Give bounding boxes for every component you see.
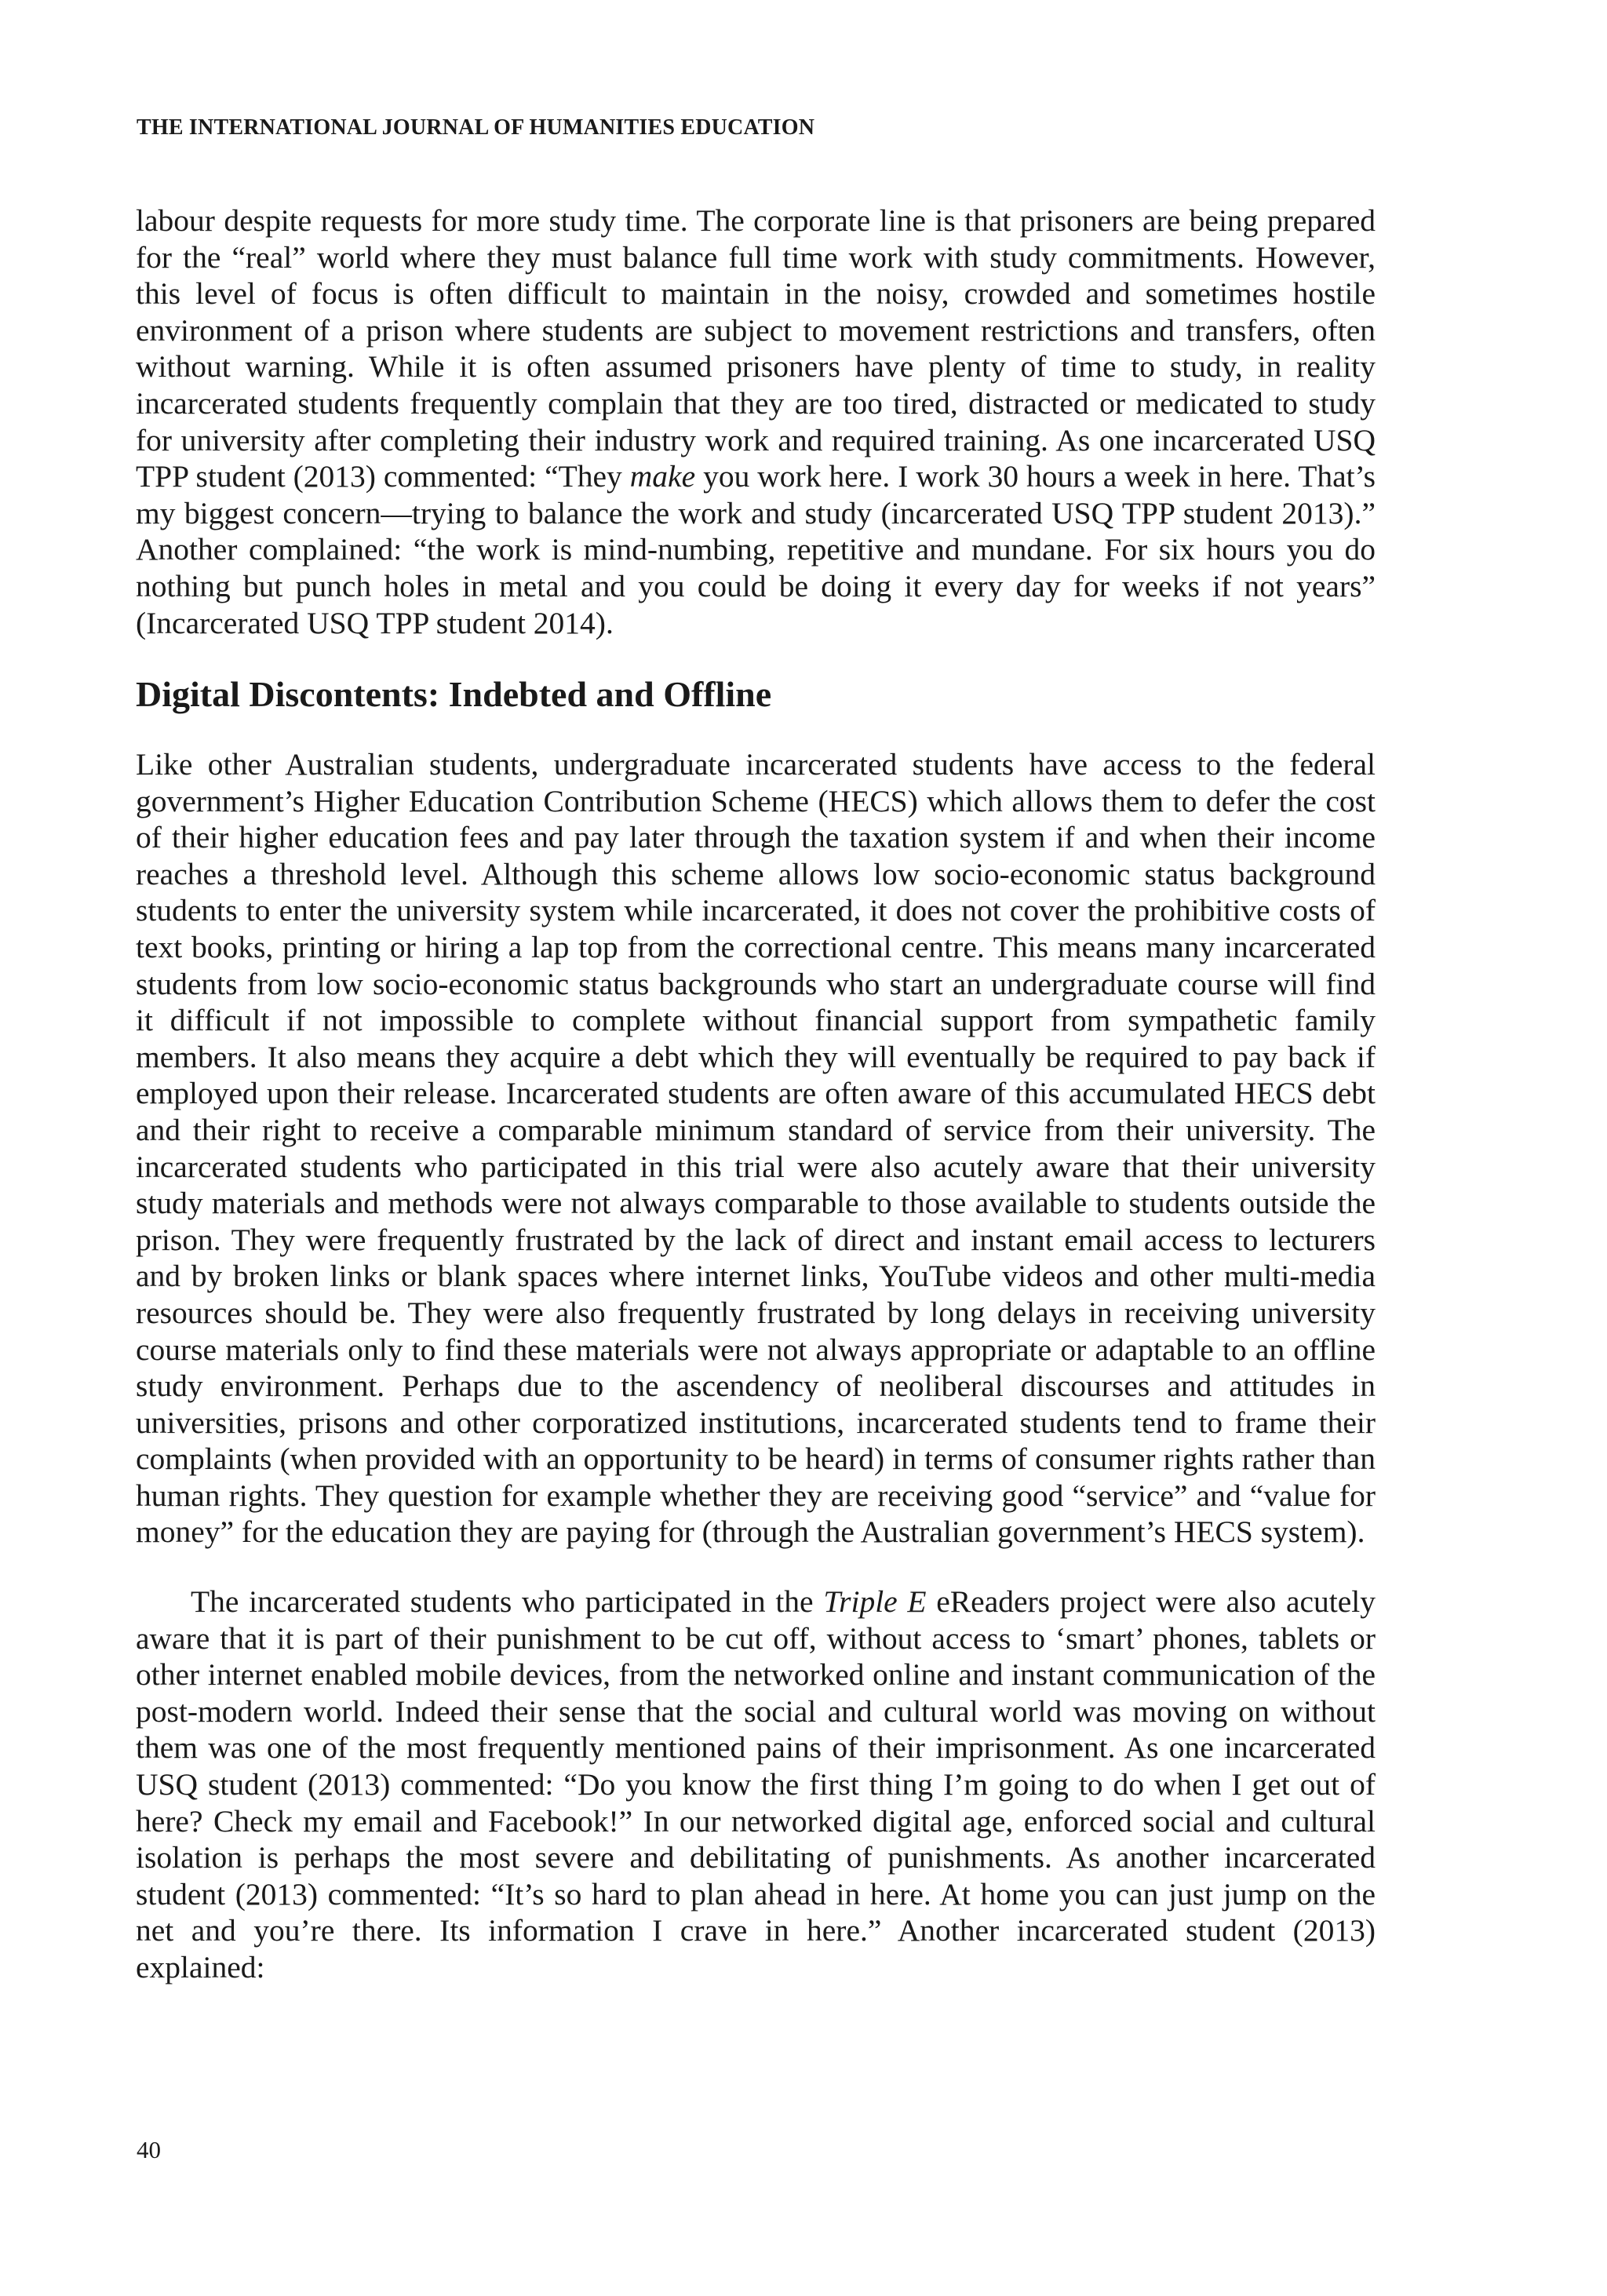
paragraph-3-text-b: eReaders project were also acutely aware that it is part of their punishment to be cut off, without access to ‘smart’ phones, tablets or other internet enabled mobile devices, from the networked online and instant communication of the post-modern world. Indeed their sense that the social and cultural world was moving on without them was one of the most frequently mentioned pains of their imprisonment. As one incarcerated USQ student (2013) commented: “Do you know the first thing I’m going to do when I get out of here? Check my email and Facebook!” In our networked digital age, enforced social and cultural isolation is perhaps the most severe and debilitating of punishments. As another incarcerated student (2013) commented: “It’s so hard to plan ahead in here. At home you can just jump on the net and you’re there. Its information I crave in here.” Another incarcerated student (2013) explained: <box>136 1584 1376 1984</box>
paragraph-1-emphasis: make <box>629 459 696 494</box>
paragraph-1-text-b: you work here. I work 30 hours a week in here. That’s my biggest concern—trying to balance the work and study (incarcerated USQ TPP student 2013).” Another complained: “the work is mind-numbing, repetitive and mundane. For six hours you do nothing but punch holes in metal and you could be doing it every day for weeks if not years” (Incarcerated USQ TPP student 2014). <box>136 459 1376 640</box>
body-paragraph-1 <box>136 202 1376 641</box>
paragraph-3-emphasis: Triple E <box>823 1584 927 1619</box>
body-paragraph-3 <box>136 1584 1376 1986</box>
paragraph-1-text-a: labour despite requests for more study time. The corporate line is that prisoners are being prepared for the “real” world where they must balance full time work with study commitments. However, this level of focus is often difficult to maintain in the noisy, crowded and sometimes hostile environment of a prison where students are subject to movement restrictions and transfers, often without warning. While it is often assumed prisoners have plenty of time to study, in reality incarcerated students frequently complain that they are too tired, distracted or medicated to study for university after completing their industry work and required training. As one incarcerated USQ TPP student (2013) commented: “They <box>136 203 1376 494</box>
section-heading: Digital Discontents: Indebted and Offline <box>136 674 772 714</box>
paragraph-3-text-a: The incarcerated students who participated in the <box>191 1584 824 1619</box>
page-number: 40 <box>137 2136 161 2163</box>
running-header: THE INTERNATIONAL JOURNAL OF HUMANITIES EDUCATION <box>137 115 815 140</box>
body-paragraph-2: Like other Australian students, undergraduate incarcerated students have access to the federal government’s Higher Education Contribution Scheme (HECS) which allows them to defer the cost of their higher education fees and pay later through the taxation system if and when their income reaches a threshold level. Although this scheme allows low socio-economic status background students to enter the university system while incarcerated, it does not cover the prohibitive costs of text books, printing or hiring a lap top from the correctional centre. This means many incarcerated students from low socio-economic status backgrounds who start an undergraduate course will find it difficult if not impossible to complete without financial support from sympathetic family members. It also means they acquire a debt which they will eventually be required to pay back if employed upon their release. Incarcerated students are often aware of this accumulated HECS debt and their right to receive a comparable minimum standard of service from their university. The incarcerated students who participated in this trial were also acutely aware that their university study materials and methods were not always comparable to those available to students outside the prison. They were frequently frustrated by the lack of direct and instant email access to lecturers and by broken links or blank spaces where internet links, YouTube videos and other multi-media resources should be. They were also frequently frustrated by long delays in receiving university course materials only to find these materials were not always appropriate or adaptable to an offline study environment. Perhaps due to the ascendency of neoliberal discourses and attitudes in universities, prisons and other corporatized institutions, incarcerated students tend to frame their complaints (when provided with an opportunity to be heard) in terms of consumer rights rather than human rights. They question for example whether they are receiving good “service” and “value for money” for the education they are paying for (through the Australian government’s HECS system). <box>136 747 1376 1550</box>
